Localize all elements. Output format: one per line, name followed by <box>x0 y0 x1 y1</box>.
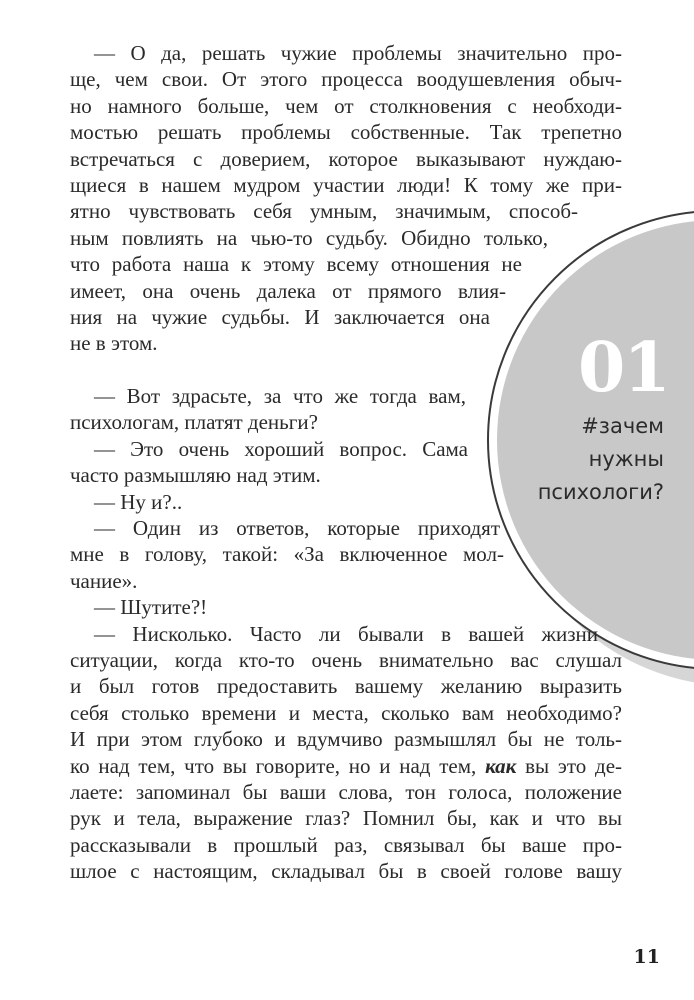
text-line: — Ну и?.. <box>94 489 183 514</box>
chapter-number: 01 <box>578 328 669 408</box>
text-line: — Один из ответов, которые приходят <box>94 516 500 541</box>
text-line: — Шутите?! <box>94 595 208 620</box>
text-line: — Нисколько. Часто ли бывали в вашей жизни <box>94 621 598 646</box>
paragraph-gap <box>70 357 630 383</box>
text-line: ще, чем свои. От этого процесса воодушевления обыч- <box>70 67 622 92</box>
text-run: ко над тем, что вы говорите, но и над тем, <box>70 753 477 778</box>
text-line: ятно чувствовать себя умным, значимым, способ- <box>70 199 578 224</box>
text-line: имеет, она очень далека от прямого влия- <box>70 278 506 303</box>
text-line: ным повлиять на чью-то судьбу. Обидно только, <box>70 225 548 250</box>
text-line: психологам, платят деньги? <box>70 410 318 435</box>
emphasis-word: как <box>485 753 517 778</box>
text-line: щиеся в нашем мудром участии люди! К тому же при- <box>70 172 622 197</box>
text-line: что работа наша к этому всему отношения не <box>70 252 522 277</box>
text-line: И при этом глубоко и вдумчиво размышлял бы не толь- <box>70 727 622 752</box>
text-line: мостью решать проблемы собственные. Так трепетно <box>70 120 622 145</box>
text-line: — Это очень хороший вопрос. Сама <box>94 436 468 461</box>
chapter-title-line: психологи? <box>537 480 664 504</box>
text-run: вы это де- <box>525 753 623 778</box>
text-line: часто размышляю над этим. <box>70 463 321 488</box>
text-line: не в этом. <box>70 331 158 356</box>
text-line: себя столько времени и места, сколько вам необходимо? <box>70 700 622 725</box>
text-line: и был готов предоставить вашему желанию выразить <box>70 674 622 699</box>
page-number: 11 <box>633 946 660 968</box>
text-line <box>70 753 622 779</box>
text-line: встречаться с доверием, которое выказывают нуждаю- <box>70 146 622 171</box>
text-line: ситуации, когда кто-то очень внимательно вас слушал <box>70 647 622 672</box>
text-line: рассказывали в прошлый раз, связывал бы ваше про- <box>70 832 622 857</box>
text-line: ния на чужие судьбы. И заключается она <box>70 304 490 329</box>
text-line: лаете: запоминал бы ваши слова, тон голоса, положение <box>70 779 622 804</box>
text-line: — О да, решать чужие проблемы значительно про- <box>94 41 622 65</box>
text-line: но намного больше, чем от столкновения с необходи- <box>70 93 622 118</box>
text-line: шлое с настоящим, складывал бы в своей голове вашу <box>70 859 622 884</box>
text-line: рук и тела, выражение глаз? Помнил бы, как и что вы <box>70 806 622 831</box>
text-line: чание». <box>70 568 138 593</box>
text-line: — Вот здрасьте, за что же тогда вам, <box>94 384 466 409</box>
chapter-title-line: нужны <box>588 447 664 471</box>
body-text <box>70 40 630 885</box>
text-line: мне в голову, такой: «За включенное мол- <box>70 542 504 567</box>
chapter-title-line: #зачем <box>581 414 664 438</box>
